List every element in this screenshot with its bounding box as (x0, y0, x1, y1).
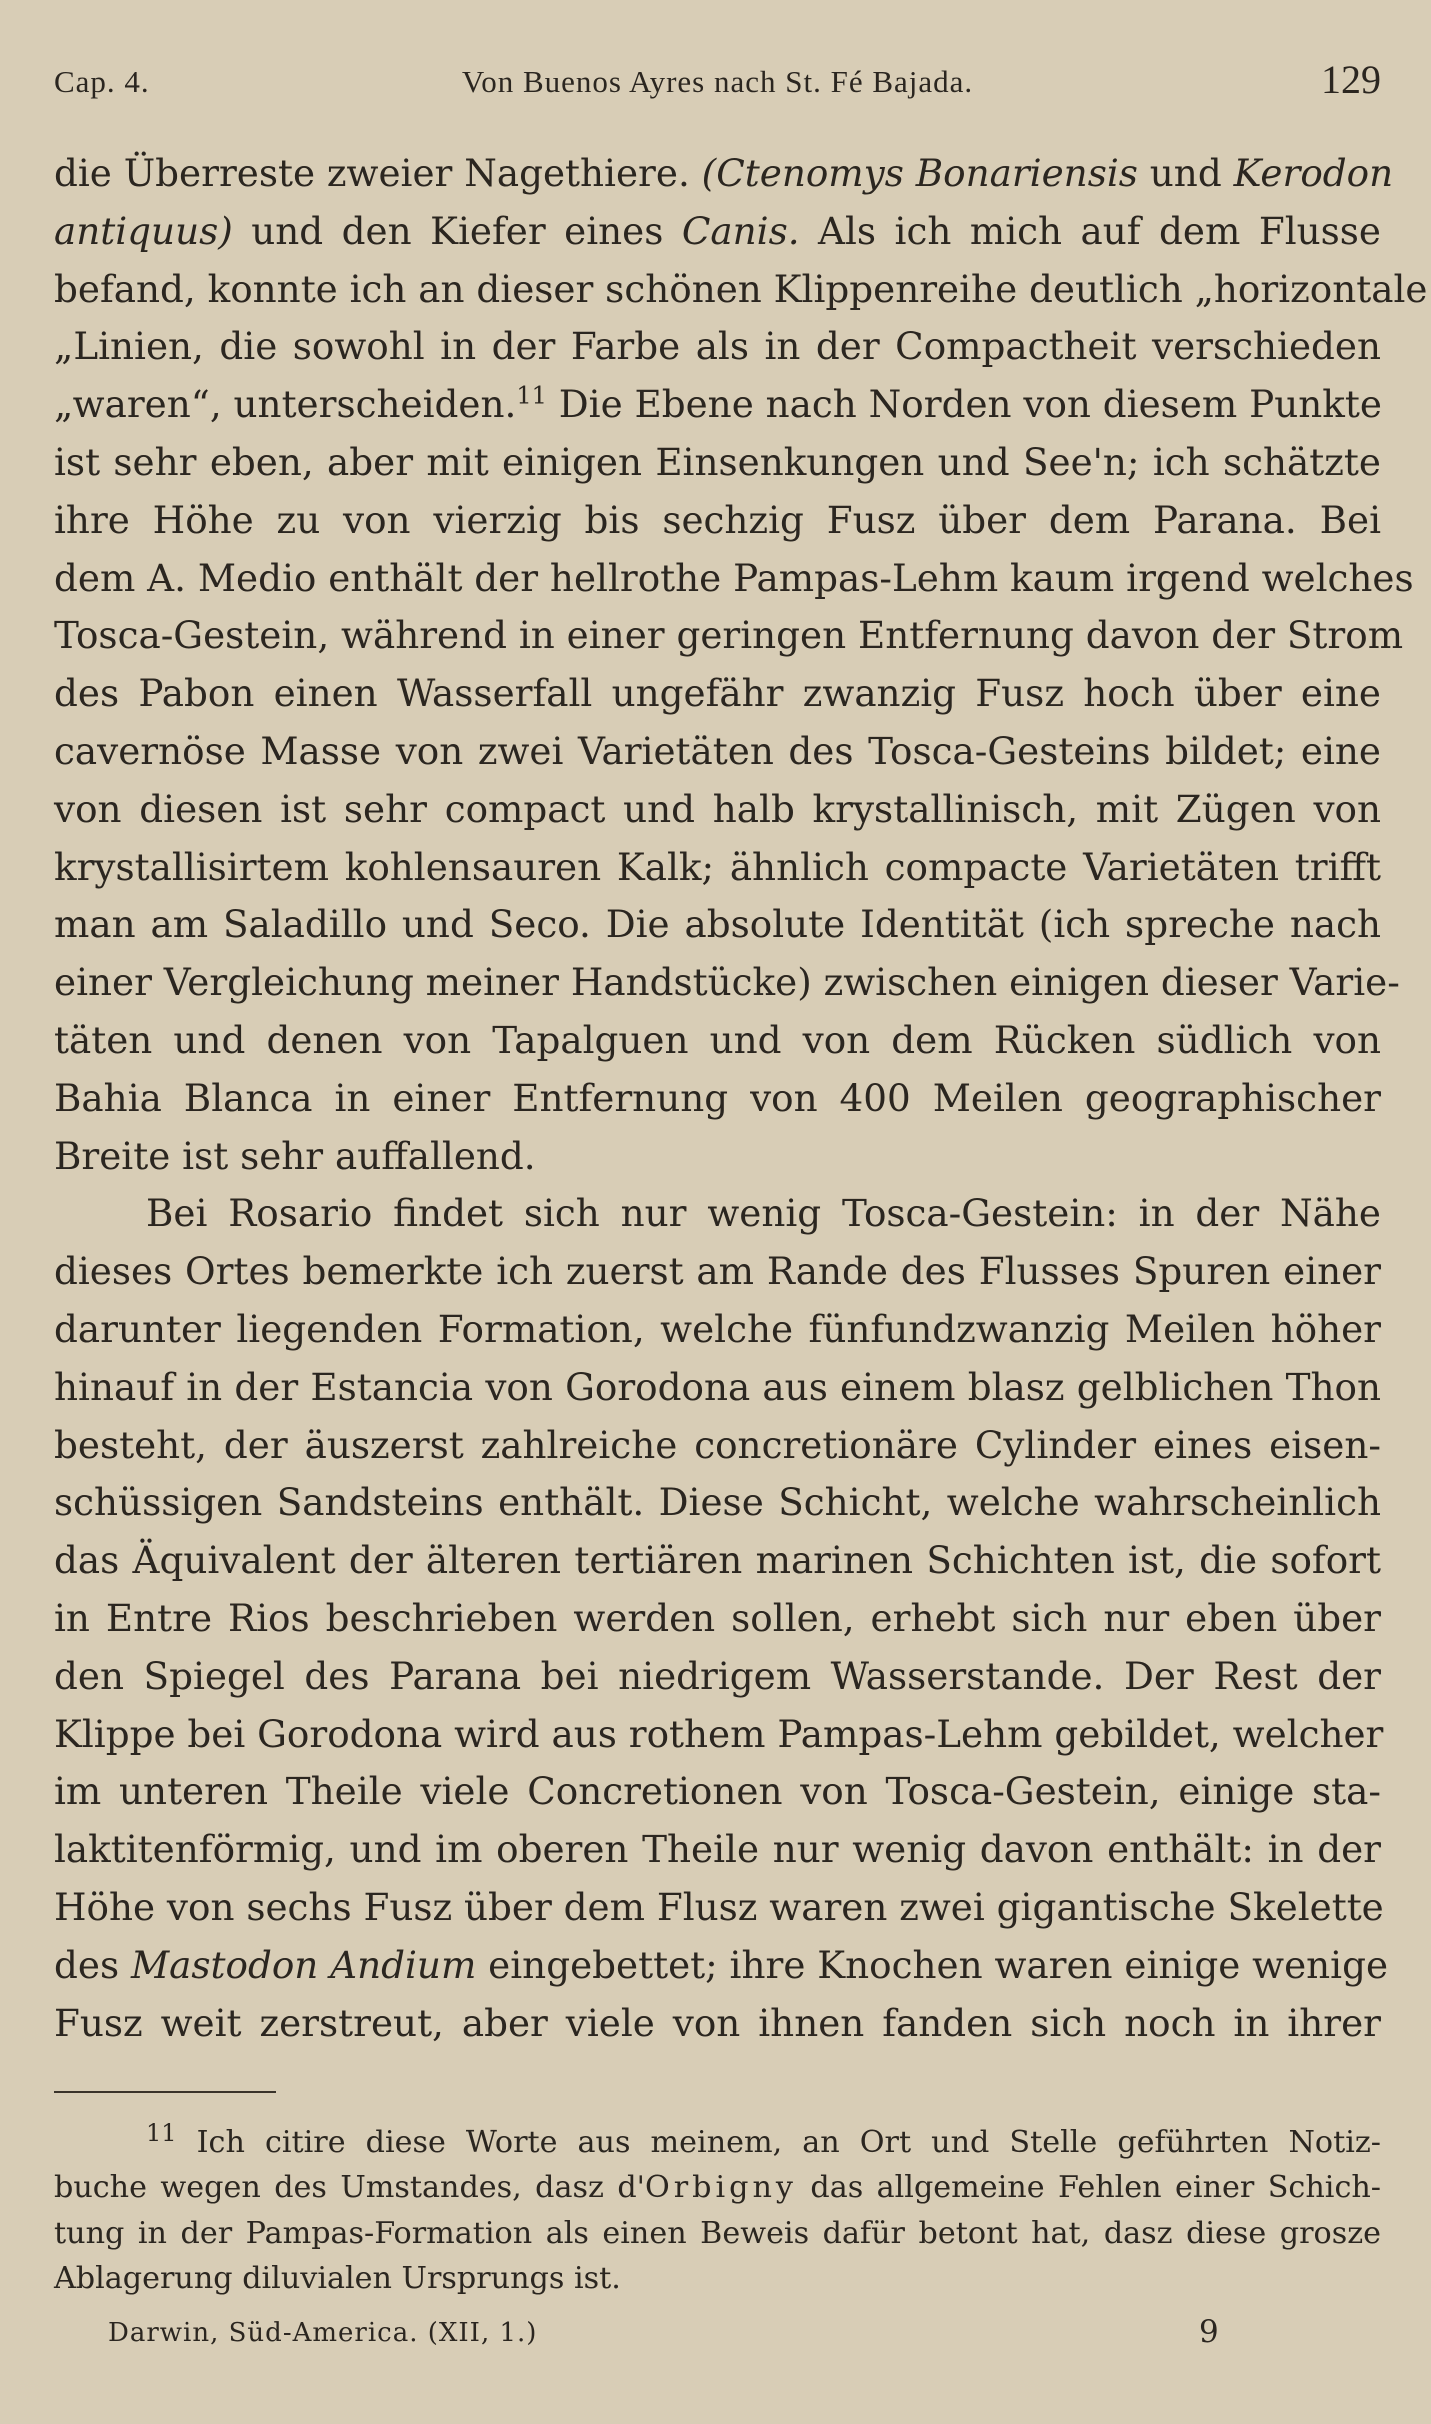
text-line: im unteren Theile viele Concretionen von Tosca-Gestein, einige sta- (54, 1769, 1381, 1814)
footnote-line: $^{11}$ Ich citire diese Worte aus meinem, an Ort und Stelle geführten Notiz- (146, 2118, 1381, 2160)
text-line: die Überreste zweier Nagethiere. (Ctenomys Bonariensis und Kerodon (54, 151, 1394, 195)
text-line: Klippe bei Gorodona wird aus rothem Pampas-Lehm gebildet, welcher (54, 1711, 1384, 1756)
text-line: einer Vergleichung meiner Handstücke) zwischen einigen dieser Varie- (54, 960, 1400, 1005)
footnote-reference: 11 (516, 381, 547, 410)
printer-signature: Darwin, Süd-America. (XII, 1.) (108, 2318, 538, 2348)
text-line: Fusz weit zerstreut, aber viele von ihnen fanden sich noch in ihrer (54, 2000, 1381, 2045)
text-line: Breite ist sehr auffallend. (54, 1133, 536, 1178)
text-line: täten und denen von Tapalguen und von dem Rücken südlich von (54, 1017, 1381, 1062)
text-line: den Spiegel des Parana bei niedrigem Wasserstande. Der Rest der (54, 1653, 1381, 1698)
running-header (54, 56, 1381, 106)
text-line: Bei Rosario findet sich nur wenig Tosca-Gestein: in der Nähe (146, 1191, 1381, 1236)
text-line: cavernöse Masse von zwei Varietäten des Tosca-Gesteins bildet; eine (54, 728, 1381, 773)
text-line: antiquus) und den Kiefer eines Canis. Als ich mich auf dem Flusse (54, 208, 1382, 253)
text-line: von diesen ist sehr compact und halb krystallinisch, mit Zügen von (54, 786, 1381, 831)
page-number: 129 (1321, 57, 1381, 102)
text-line: des Pabon einen Wasserfall ungefähr zwanzig Fusz hoch über eine (54, 671, 1381, 716)
text-line: Höhe von sechs Fusz über dem Flusz waren zwei gigantische Skelette (54, 1884, 1384, 1929)
footnote-line: buche wegen des Umstandes, dasz d'Orbigny das allgemeine Fehlen einer Schich- (54, 2170, 1381, 2206)
text-line: des Mastodon Andium eingebettet; ihre Knochen waren einige wenige (54, 1942, 1389, 1987)
text-line: Bahia Blanca in einer Entfernung von 400 Meilen geographischer (54, 1075, 1381, 1120)
footnote-number: 11 (146, 2118, 177, 2147)
text-line: ihre Höhe zu von vierzig bis sechzig Fusz über dem Parana. Bei (54, 497, 1381, 542)
text-line: Tosca-Gestein, während in einer geringen Entfernung davon der Strom (54, 613, 1404, 658)
text-line: man am Saladillo und Seco. Die absolute Identität (ich spreche nach (54, 902, 1381, 947)
text-line: laktitenförmig, und im oberen Theile nur wenig davon enthält: in der (54, 1827, 1381, 1872)
text-line: krystallisirtem kohlensauren Kalk; ähnlich compacte Varietäten trifft (54, 844, 1381, 889)
main-text (54, 145, 1428, 2052)
paragraph-2 (54, 1185, 1389, 2052)
text-line: schüssigen Sandsteins enthält. Diese Schicht, welche wahrscheinlich (54, 1480, 1381, 1525)
text-line: das Äquivalent der älteren tertiären marinen Schichten ist, die sofort (54, 1538, 1381, 1583)
footnote-rule (54, 2091, 276, 2093)
text-line: dem A. Medio enthält der hellrothe Pampas-Lehm kaum irgend welches (54, 555, 1414, 600)
text-line: befand, konnte ich an dieser schönen Klippenreihe deutlich „horizontale (54, 266, 1428, 311)
sheet-number: 9 (1199, 2314, 1219, 2350)
footnote-line: tung in der Pampas-Formation als einen Beweis dafür betont hat, dasz diese grosze (54, 2215, 1381, 2251)
paragraph-1 (54, 145, 1428, 1185)
text-line: besteht, der äuszerst zahlreiche concretionäre Cylinder eines eisen- (54, 1422, 1381, 1467)
text-line: in Entre Rios beschrieben werden sollen, erhebt sich nur eben über (54, 1595, 1381, 1640)
chapter-label: Cap. 4. (54, 64, 150, 99)
text-line: dieses Ortes bemerkte ich zuerst am Rande des Flusses Spuren einer (54, 1249, 1381, 1294)
text-line: darunter liegenden Formation, welche fünfundzwanzig Meilen höher (54, 1306, 1381, 1351)
footnote-line: Ablagerung diluvialen Ursprungs ist. (54, 2261, 621, 2297)
text-line: „waren“, unterscheiden.$^{11}$ Die Ebene nach Norden von diesem Punkte (54, 381, 1382, 427)
text-line: hinauf in der Estancia von Gorodona aus einem blasz gelblichen Thon (54, 1364, 1381, 1409)
text-line: ist sehr eben, aber mit einigen Einsenkungen und See'n; ich schätzte (54, 439, 1381, 484)
text-line: „Linien, die sowohl in der Farbe als in der Compactheit verschieden (54, 324, 1381, 369)
running-title: Von Buenos Ayres nach St. Fé Bajada. (461, 64, 974, 99)
footnote (54, 2120, 1381, 2302)
